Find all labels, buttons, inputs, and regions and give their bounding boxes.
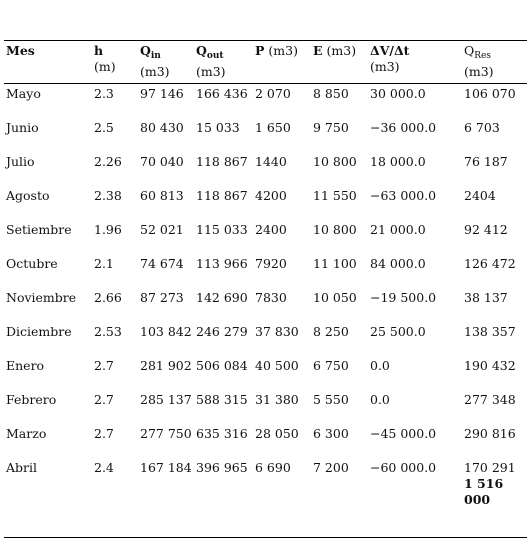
cell-h: 2.4: [94, 459, 114, 475]
cell-mes: Setiembre: [6, 221, 72, 237]
cell-qres: 170 291 1 516 000: [462, 458, 527, 538]
col-header-p: P (m3): [255, 43, 298, 58]
cell-qin: 281 902: [140, 357, 192, 373]
cell-dv: 25 500.0: [370, 323, 426, 339]
cell-dv: −36 000.0: [370, 119, 437, 135]
cell-h: 2.7: [94, 357, 114, 373]
cell-qout: 118 867: [196, 187, 248, 203]
col-header-qout: $Q_{out}$ (m3): [196, 43, 226, 79]
cell-qres: 2404: [464, 187, 496, 203]
cell-mes: Enero: [6, 357, 45, 373]
col-header-e: E (m3): [313, 43, 357, 58]
table-row: [4, 84, 527, 118]
cell-mes: Mayo: [6, 86, 41, 101]
cell-e: 10 800: [313, 153, 357, 169]
cell-p: 1 650: [255, 119, 291, 135]
cell-qin: 285 137: [140, 391, 192, 407]
cell-qres: 92 412: [464, 221, 508, 237]
cell-mes: Noviembre: [6, 289, 77, 305]
cell-mes: Junio: [6, 119, 39, 135]
cell-p: 37 830: [255, 323, 299, 339]
table-row: [4, 288, 527, 322]
cell-h: 2.7: [94, 391, 114, 407]
cell-qout: 246 279: [196, 323, 248, 339]
cell-h: 2.5: [94, 119, 114, 135]
col-header-qin: $Q_{in}$ (m3): [140, 43, 170, 79]
cell-e: 8 250: [313, 323, 349, 339]
cell-mes: Febrero: [6, 391, 57, 407]
cell-qout: 396 965: [196, 459, 248, 475]
table-row: [4, 458, 527, 538]
table-row: [4, 118, 527, 152]
cell-qin: 70 040: [140, 153, 184, 169]
cell-qres: 6 703: [464, 119, 500, 135]
cell-qres: 106 070: [464, 86, 516, 101]
cell-p: 4200: [255, 187, 287, 203]
total-value: 1 516 000: [464, 475, 504, 507]
cell-e: 11 550: [313, 187, 357, 203]
cell-p: 7830: [255, 289, 287, 305]
cell-dv: −63 000.0: [370, 187, 437, 203]
cell-h: 1.96: [94, 221, 122, 237]
cell-p: 2 070: [255, 86, 291, 101]
cell-h: 2.66: [94, 289, 122, 305]
cell-dv: −19 500.0: [370, 289, 437, 305]
cell-e: 5 550: [313, 391, 349, 407]
cell-p: 7920: [255, 255, 287, 271]
cell-qout: 506 084: [196, 357, 248, 373]
cell-qres: 290 816: [464, 425, 516, 441]
cell-qres: 190 432: [464, 357, 516, 373]
cell-qin: 103 842: [140, 323, 192, 339]
cell-mes: Diciembre: [6, 323, 72, 339]
cell-p: 2400: [255, 221, 287, 237]
table-row: [4, 424, 527, 458]
table-row: [4, 220, 527, 254]
cell-qin: 87 273: [140, 289, 184, 305]
cell-qout: 113 966: [196, 255, 248, 271]
cell-h: 2.1: [94, 255, 114, 271]
cell-h: 2.26: [94, 153, 122, 169]
cell-qout: 15 033: [196, 119, 240, 135]
cell-mes: Marzo: [6, 425, 47, 441]
cell-dv: 18 000.0: [370, 153, 426, 169]
cell-e: 9 750: [313, 119, 349, 135]
cell-qres: 138 357: [464, 323, 516, 339]
cell-p: 28 050: [255, 425, 299, 441]
cell-e: 11 100: [313, 255, 357, 271]
cell-e: 10 800: [313, 221, 357, 237]
cell-qin: 80 430: [140, 119, 184, 135]
cell-e: 8 850: [313, 86, 349, 101]
cell-qin: 74 674: [140, 255, 184, 271]
cell-qres: 277 348: [464, 391, 516, 407]
cell-mes: Agosto: [6, 187, 50, 203]
cell-qout: 115 033: [196, 221, 248, 237]
cell-p: 31 380: [255, 391, 299, 407]
cell-dv: −45 000.0: [370, 425, 437, 441]
cell-e: 10 050: [313, 289, 357, 305]
cell-qout: 588 315: [196, 391, 248, 407]
cell-dv: 21 000.0: [370, 221, 426, 237]
cell-e: 7 200: [313, 459, 349, 475]
cell-dv: −60 000.0: [370, 459, 437, 475]
table-row: [4, 322, 527, 356]
cell-p: 1440: [255, 153, 287, 169]
cell-e: 6 750: [313, 357, 349, 373]
table-row: [4, 390, 527, 424]
cell-dv: 0.0: [370, 357, 390, 373]
cell-qin: 277 750: [140, 425, 192, 441]
cell-qout: 118 867: [196, 153, 248, 169]
cell-qres: 126 472: [464, 255, 516, 271]
cell-p: 6 690: [255, 459, 291, 475]
cell-mes: Julio: [6, 153, 35, 169]
table-row: [4, 254, 527, 288]
cell-qin: 60 813: [140, 187, 184, 203]
cell-qout: 635 316: [196, 425, 248, 441]
cell-mes: Abril: [6, 459, 37, 475]
cell-qout: 166 436: [196, 86, 248, 101]
cell-qin: 97 146: [140, 86, 184, 101]
cell-h: 2.53: [94, 323, 122, 339]
cell-mes: Octubre: [6, 255, 58, 271]
cell-qin: 167 184: [140, 459, 192, 475]
cell-e: 6 300: [313, 425, 349, 441]
col-header-mes: Mes: [6, 43, 35, 58]
cell-p: 40 500: [255, 357, 299, 373]
cell-qres: 38 137: [464, 289, 508, 305]
cell-h: 2.7: [94, 425, 114, 441]
cell-dv: 30 000.0: [370, 86, 426, 101]
col-header-dv: ΔV/Δt (m3): [370, 43, 410, 74]
table-row: [4, 186, 527, 220]
col-header-qres: $Q_{Res}$ (m3): [464, 43, 494, 79]
table-row: [4, 152, 527, 186]
cell-h: 2.3: [94, 86, 114, 101]
cell-h: 2.38: [94, 187, 122, 203]
cell-dv: 0.0: [370, 391, 390, 407]
col-header-h: h (m): [94, 43, 116, 74]
header-row: [4, 41, 527, 84]
table-row: [4, 356, 527, 390]
cell-qin: 52 021: [140, 221, 184, 237]
water-balance-table: [4, 40, 527, 538]
cell-qres: 76 187: [464, 153, 508, 169]
cell-qout: 142 690: [196, 289, 248, 305]
cell-dv: 84 000.0: [370, 255, 426, 271]
